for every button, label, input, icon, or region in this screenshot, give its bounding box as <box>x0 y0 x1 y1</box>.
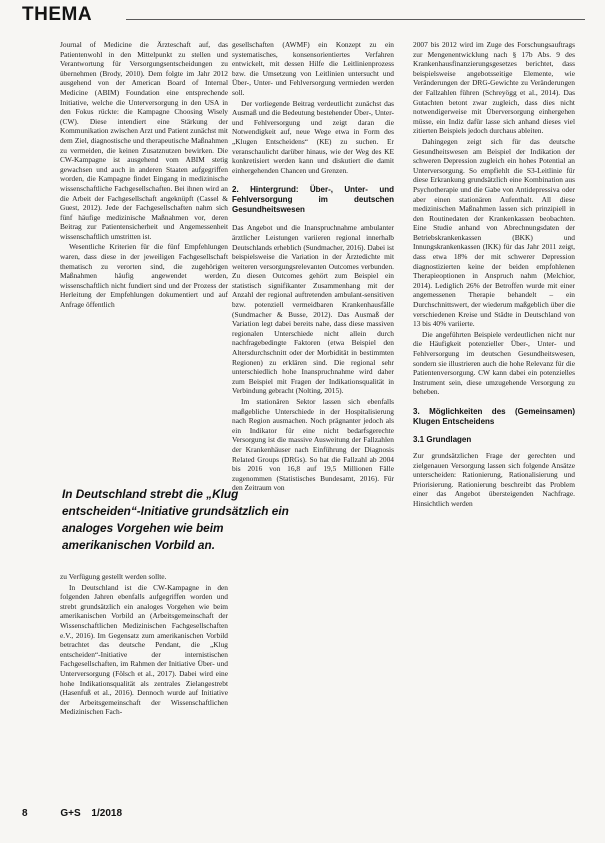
paragraph: Im stationären Sektor lassen sich ebenfalls maßgebliche Unterschiede in der Hospitalisierung nach Region ausmachen. Noch prägnanter jedoch als ein Indikator für eine nicht bedarfsgerechte Versorgung ist die massive Ausweitung der Fallzahlen der Krankenhäuser nach Einführung der Diagnosis Related Groups (DRGs). So hat die Fallzahl ab 2004 bis 2016 von 16,8 auf 19,5 Millionen Fälle zugenommen (Statistisches Bundesamt, 2016). Für den Zeitraum von <box>232 397 394 493</box>
magazine-name: G+S <box>60 808 81 819</box>
paragraph: zu Verfügung gestellt werden sollte. <box>60 572 167 581</box>
column-1-bottom <box>60 572 228 790</box>
header-rule <box>126 19 585 20</box>
paragraph: Wesentliche Kriterien für die fünf Empfehlungen waren, dass diese in der jeweiligen Fachgesellschaft thematisch zu verorten sind, die zugehörigen Maßnahmen häufig angewendet werden, wissenschaftlich nicht fundiert sind und der Prozess der Herleitung der Empfehlungen dokumentiert und auf Anfrage öffentlich <box>60 242 228 310</box>
paragraph: Das Angebot und die Inanspruchnahme ambulanter ärztlicher Leistungen variieren regional innerhalb Deutschlands erheblich (Sundmacher, 2016). Dabei ist beispielsweise die Variation in der Ärztedichte mit weiteren versorgungsrelevanten Outcomes verbunden. Zu diesen Outcomes gehört zum Beispiel ein statistisch signifikanter Zusammenhang mit der Anzahl der regional auftretenden ambulant-sensitiven bzw. potenziell vermeidbaren Krankenhausfälle (Sundmacher & Busse, 2012). Das Ausmaß der Variation legt dabei bereits nahe, dass diese massiven regionalen Unterschiede nicht allein durch nachfragebedingte Faktoren (etwa Beispiel den Altersdurchschnitt oder der Morbidität in bestimmten Regionen) zu erklären sind. Die regional sehr unterschiedlich hohe Inanspruchnahme wird daher zum Beispiel mit Fragen der Indikationsqualität in Verbindung gebracht (Nolting, 2015). <box>232 223 394 396</box>
section-heading-2: 2. Hintergrund: Über-, Unter- und Fehlversorgung im deutschen Gesundheitswesen <box>232 185 394 215</box>
paragraph: In Deutschland ist die CW-Kampagne in den folgenden Jahren ebenfalls aufgegriffen worden und strebt grundsätzlich ein analoges Vorgehen wie beim amerikanischen Vorbild an (Arbeitsgemeinschaft der Wissenschaftlichen Medizinischen Fachgesellschaften e.V., 2016). Im Gegensatz zum amerikanischen Vorbild betrachtet das deutsche Pendant, die „Klug entscheiden“-Initiative der internistischen Fachgesellschaften, im Rahmen der Initiative Über- und Unterversorgung (Fölsch et al., 2017). Dabei wird eine hohe Indikationsqualität als zentrales Zielangestrebt (Hasenfuß et al., 2016). Dennoch wurde auf Initiative der Arbeitsgemeinschaft der Wissenschaftlichen Medizinischen Fach- <box>60 582 228 717</box>
subsection-heading-3-1: 3.1 Grundlagen <box>413 434 472 444</box>
paragraph: Dahingegen zeigt sich für das deutsche Gesundheitswesen am Beispiel der Indikation der schweren Depression zugleich ein hohes Potential an Unterversorgung. So empfiehlt die S3-Leitlinie für diese Erkrankung grundsätzlich eine Kombination aus Psychotherapie und die Gabe von Antidepressiva oder aber einen stationären Aufenthalt. All diese medizinischen Maßnahmen lassen sich prinzipiell in den Routinedaten der Krankenkassen beobachten. Eine Studie anhand von Abrechnungsdaten der Betriebskrankenkassen (BKK) und Innungskrankenkassen (IKK) für das Jahr 2011 zeigt, dass etwa 18% der mit schwerer Depression diagnostizierten keine der beiden empfohlenen Therapieoptionen in Anspruch nahm (Melchior, 2014). Lediglich 26% der Betroffen wurde mit einer angemessenen Therapie behandelt – ein Durchschnittswert, der wiederum maßgeblich über die verschiedenen Kreise und Städte in Deutschland von 13 bis 40% variierte. <box>413 136 575 329</box>
column-1-top <box>60 40 228 470</box>
page-footer <box>22 808 122 819</box>
paragraph: Zur grundsätzlichen Frage der gerechten und zielgenauen Versorgung lassen sich folgende Ansätze unterscheiden: Rationierung, Rationalisierung und Priorisierung. Rationierung beschreibt das Problem einer das Angebot übersteigenden Nachfrage. Hinsichtlich werden <box>413 450 575 508</box>
paragraph: 2007 bis 2012 wird im Zuge des Forschungsauftrags zur Mengenentwicklung nach § 17b Abs. 9 des Krankenhausfinanzierungsgesetzes berichtet, dass beispielsweise angebotsseitige Elemente, wie Veränderungen der DRG-Gewichte zu Veränderungen der Fallzahlen führen (Schreyögg et al., 2014). Das Gutachten betont zwar zugleich, dass dies nicht notwendigerweise mit Überversorgung einhergehen müsse, ein Indiz dafür lasse sich anhand dieses viel zitierten Beispiels jedoch durchaus ableiten. <box>413 40 575 136</box>
paragraph: Journal of Medicine die Ärzteschaft auf, das Patientenwohl in den Mittelpunkt zu stellen und Verantwortung für Versorgungsentscheidungen zu übernehmen (Brody, 2010). Dem folgte im Jahr 2012 ausgehend von der American Board of Internal Medicine (ABIM) Foundation eine entsprechende Initiative, welche die Unterversorgung in den USA in den Fokus rückte: die Kampagne Choosing Wisely (CW). Diese intendiert eine Stärkung der Kommunikation zwischen Arzt und Patient zunächst mit dem Ziel, diagnostische und therapeutische Maßnahmen zu vermeiden, die keinen Zusatznutzen bewirken. Die CW-Kampagne ist ausgehend vom ABIM stetig gewachsen und auch in anderen Staaten aufgegriffen worden, die Kampagne findet Eingang in medizinische wissenschaftliche Fachgesellschaften. Bei ihnen wird an die Arbeit der Fachgesellschaft angeknüpft (Cassel & Guest, 2012). Jede der Fachgesellschaften nahm sich fünf häufige medizinische Maßnahmen vor, deren Beitrag zur Patientensicherheit und Angemessenheit wissenschaftlich umstritten ist. <box>60 40 228 241</box>
page-header <box>0 0 605 32</box>
paragraph: gesellschaften (AWMF) ein Konzept zu ein systematisches, konsensorientiertes Verfahren entwickelt, mit dessen Hilfe die Leitlinienprozess bzw. die Umsetzung von Leitlinien untersucht und Über-, Unter- und Fehlversorgung vermieden werden soll. <box>232 40 394 97</box>
column-3 <box>413 40 575 790</box>
paragraph: Der vorliegende Beitrag verdeutlicht zunächst das Ausmaß und die Bedeutung bestehender Über-, Unter- und Fehlversorgung und zeigt daran die Notwendigkeit auf, neue Wege etwa in Form des „Klugen Entscheidens“ (KE) zu suchen. Er veranschaulicht darüber hinaus, wie der Weg des KE konkretisiert werden kann und diskutiert die damit einhergehenden Chancen und Grenzen. <box>232 98 394 175</box>
column-2 <box>232 40 394 790</box>
page-number: 8 <box>22 808 28 819</box>
paragraph: Die angeführten Beispiele verdeutlichen nicht nur die Häufigkeit potenzieller Über-, Unter- und Fehlversorgung im deutschen Gesundheitswesen, sondern sie illustrieren auch die hohe Relevanz für die Patientenversorgung. CW kann dabei ein potenzielles Instrument sein, diese umzugehende Versorgung zu beheben. <box>413 329 575 397</box>
section-title: THEMA <box>22 4 93 25</box>
section-heading-3: 3. Möglichkeiten des (Gemeinsamen) Klugen Entscheidens <box>413 406 575 426</box>
pull-quote: In Deutschland strebt die „Klug entscheiden“-Initiative grundsätzlich ein analoges Vorgehen wie beim amerikanischen Vorbild an. <box>62 487 289 552</box>
issue-number: 1/2018 <box>91 808 123 819</box>
